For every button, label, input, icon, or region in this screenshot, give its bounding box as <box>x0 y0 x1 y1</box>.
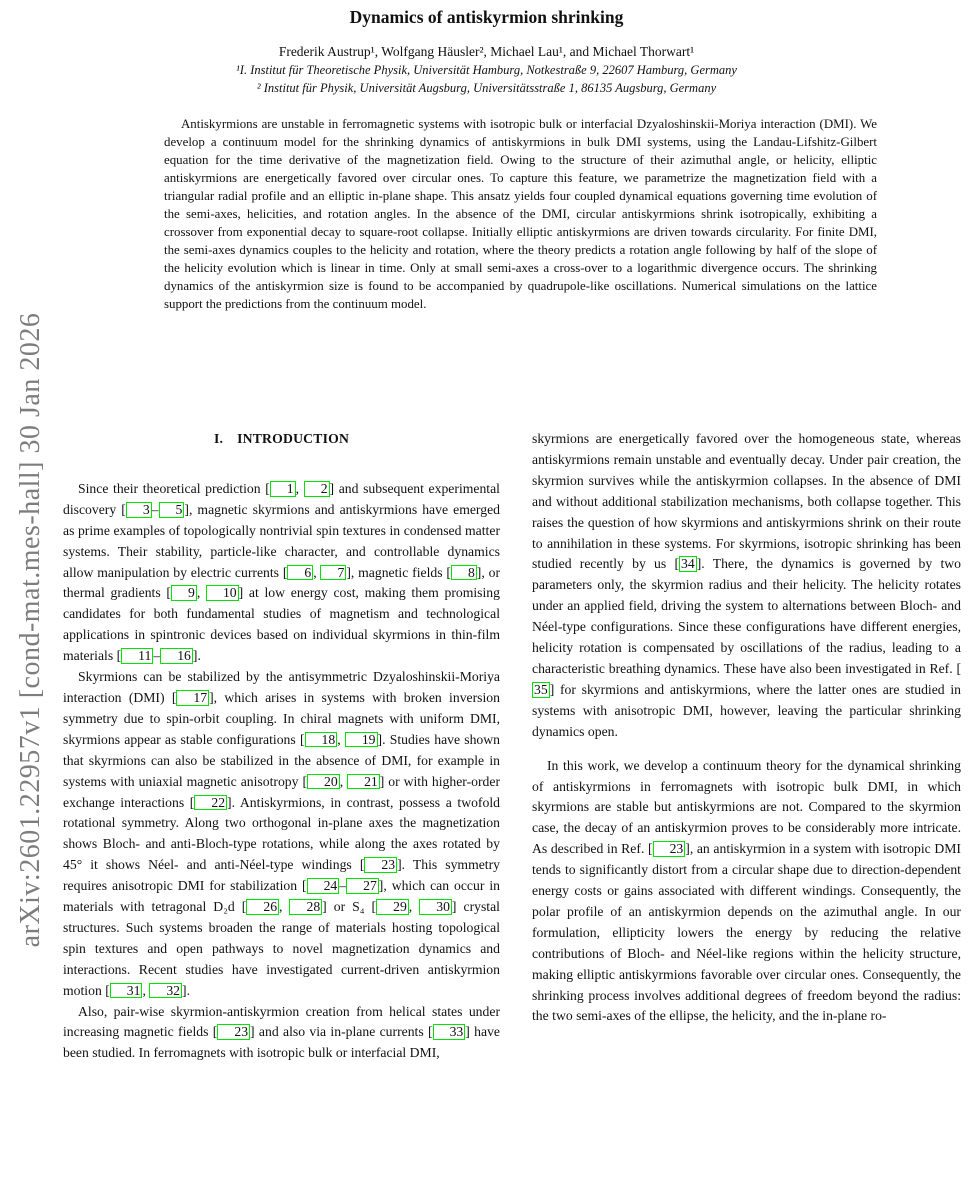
section-heading <box>63 429 500 450</box>
body-paragraph: Also, pair-wise skyrmion-antiskyrmion creation from helical states under increasing magnetic fields [ 23 ] and also via in-plane currents [ 33 ] have been studied. In ferromagnets with isotropic bulk or interfacial DMI, <box>63 1003 500 1061</box>
citation-link[interactable]: 21 <box>347 774 380 790</box>
citation-link[interactable]: 28 <box>289 899 322 915</box>
citation-link[interactable]: 20 <box>307 774 340 790</box>
left-column <box>63 429 500 1064</box>
citation-link[interactable]: 16 <box>160 648 193 664</box>
citation-link[interactable]: 11 <box>121 648 153 664</box>
citation-link[interactable]: 23 <box>653 841 686 857</box>
section-title: INTRODUCTION <box>237 431 350 446</box>
citation-link[interactable]: 23 <box>217 1024 250 1040</box>
citation-link[interactable]: 3 <box>126 502 152 518</box>
citation-link[interactable]: 23 <box>364 857 397 873</box>
body-paragraph: Since their theoretical prediction [ 1 , 2 ] and subsequent experimental discovery [ 3 – 5 ], magnetic skyrmions and antiskyrmions have emerged as prime examples of topologically nontrivial spin textures in condensed matter systems. Their stability, particle-like character, and controllable dynamics allow manipulation by electric currents [ 6 , 7 ], magnetic fields [ 8 ], or thermal gradients [ 9 , 10 ] at low energy cost, making them promising candidates for both fundamental studies of magnetism and technological applications in spintronic devices based on individual skyrmions in thin-film materials [ 11 – 16 ]. <box>63 480 500 664</box>
citation-link[interactable]: 17 <box>176 690 209 706</box>
affiliation-line-1: ¹I. Institut für Theoretische Physik, Universität Hamburg, Notkestraße 9, 22607 Hamburg, Germany <box>236 63 737 77</box>
citation-link[interactable]: 29 <box>376 899 409 915</box>
citation-link[interactable]: 6 <box>287 565 313 581</box>
body-paragraph: Skyrmions can be stabilized by the antisymmetric Dzyaloshinskii-Moriya interaction (DMI) [ 17 ], which arises in systems with broken inversion symmetry due to spin-orbit coupling. In chiral magnets with uniform DMI, skyrmions appear as stable configurations [ 18 , 19 ]. Studies have shown that skyrmions can also be stabilized in the absence of DMI, for example in systems with uniaxial magnetic anisotropy [ 20 , 21 ] or with higher-order exchange interactions [ 22 ]. Antiskyrmions, in contrast, possess a twofold rotational symmetry. Along two orthogonal in-plane axes the magnetization shows Bloch- and anti-Bloch-type rotations, while along the axes rotated by 45° it shows Néel- and anti-Néel-type windings [ 23 ]. This symmetry requires anisotropic DMI for stabilization [ 24 – 27 ], which can occur in materials with tetragonal D₂d [ 26 , 28 ] or S₄ [ 29 , 30 ] crystal structures. Such systems broaden the range of materials hosting topological spin textures and open pathways to novel magnetization dynamics and interactions. Recent studies have investigated current-driven antiskyrmion motion [ 31 , 32 ]. <box>63 669 501 998</box>
abstract-paragraph: Antiskyrmions are unstable in ferromagnetic systems with isotropic bulk or interfacial Dzyaloshinskii-Moriya interaction (DMI). We develop a continuum model for the shrinking dynamics of antiskyrmions in bulk DMI systems, using the Landau-Lifshitz-Gilbert equation for the time derivative of the magnetization field. Owing to the structure of their azimuthal angle, or helicity, elliptic antiskyrmions are energetically favored over circular ones. To capture this feature, we parametrize the magnetization field with a triangular radial profile and an elliptic in-plane shape. This ansatz yields four coupled dynamical equations governing time evolution of the semi-axes, helicities, and rotation angles. In the absence of the DMI, circular antiskyrmions shrink isotropically, exhibiting a crossover from exponential decay to square-root collapse. Initially elliptic antiskyrmions are driven towards circularity. For finite DMI, the semi-axes dynamics couples to the helicity and rotation, where the theory predicts a rotation angle following by half of the slope of the helicity evolution which is linear in time. Only at small semi-axes a cross-over to a logarithmic divergence occurs. The shrinking dynamics of the antiskyrmion size is found to be accompanied by quadrupole-like oscillations. Numerical simulations on the lattice support the predictions from the continuum model. <box>164 117 877 311</box>
right-column-paragraphs <box>532 429 961 1027</box>
right-column <box>532 429 961 1027</box>
left-column-paragraphs <box>63 479 500 1064</box>
citation-link[interactable]: 8 <box>451 565 477 581</box>
citation-link[interactable]: 7 <box>320 565 346 581</box>
citation-link[interactable]: 27 <box>346 878 379 894</box>
citation-link[interactable]: 2 <box>304 481 330 497</box>
citation-link[interactable]: 9 <box>171 585 197 601</box>
citation-link[interactable]: 33 <box>433 1024 466 1040</box>
author-line: Frederik Austrup¹, Wolfgang Häusler², Michael Lau¹, and Michael Thorwart¹ <box>278 44 695 59</box>
citation-link[interactable]: 30 <box>419 899 452 915</box>
citation-link[interactable]: 19 <box>345 732 378 748</box>
citation-link[interactable]: 10 <box>206 585 239 601</box>
section-number: I. <box>213 431 224 446</box>
citation-link[interactable]: 18 <box>305 732 338 748</box>
body-paragraph: skyrmions are energetically favored over the homogeneous state, whereas antiskyrmions remain unstable and eventually decay. Under pair creation, the skyrmion survives while the antiskyrmion collapses. In the absence of DMI and without additional stabilization mechanisms, both collapse together. This raises the question of how skyrmions and antiskyrmions shrink on their route to annihilation in these systems. For skyrmions, isotropic shrinking has been studied recently by us [ 34 ]. There, the dynamics is governed by two parameters only, the skyrmion radius and their helicity. The helicity rotates under an applied field, driving the system to alternations between Bloch- and Néel-type configurations. Since these configurations have different energies, helicity rotation is compensated by oscillations of the radius, leading to a characteristic breathing dynamics. These have also been investigated in Ref. [35 ] for skyrmions and antiskyrmions, where the latter ones are studied in systems with anisotropic DMI, however, leaving the particular shrinking dynamics open. <box>532 431 961 739</box>
citation-link[interactable]: 35 <box>534 681 548 697</box>
citation-link[interactable]: 22 <box>194 795 227 811</box>
citation-link[interactable]: 31 <box>110 983 143 999</box>
citation-link[interactable]: 26 <box>246 899 279 915</box>
citation-link[interactable]: 34 <box>681 556 695 572</box>
paper-header <box>0 0 973 96</box>
affiliation-line-2: ² Institut für Physik, Universität Augsburg, Universitätsstraße 1, 86135 Augsburg, Germany <box>256 81 717 95</box>
paper-title: Dynamics of antiskyrmion shrinking <box>349 7 624 27</box>
citation-link[interactable]: 5 <box>159 502 185 518</box>
body-paragraph: In this work, we develop a continuum theory for the dynamical shrinking of antiskyrmions in ferromagnets with isotropic bulk DMI, in which skyrmions are stable but antiskyrmions are not. Compared to the skyrmion case, the decay of an antiskyrmion proves to be considerably more intricate. As described in Ref. [ 23 ], an antiskyrmion in a system with isotropic DMI tends to significantly distort from a circular shape due to direction-dependent energy costs or gains associated with different windings. Consequently, the polar profile of an antiskyrmion depends on the azimuthal angle. In our formulation, ellipticity lowers the energy by reducing the relative contributions of Bloch- and Néel-like regions within the helicity structure, making elliptic antiskyrmions favorable over circular ones. Consequently, the shrinking process involves additional degrees of freedom beyond the radius: the two semi-axes of the ellipse, the helicity, and the in-plane ro- <box>532 757 961 1024</box>
citation-link[interactable]: 32 <box>149 983 182 999</box>
citation-link[interactable]: 1 <box>270 481 296 497</box>
citation-link[interactable]: 24 <box>307 878 340 894</box>
arxiv-watermark: arXiv:2601.22957v1 [cond-mat.mes-hall] 30 Jan 2026 <box>15 312 46 948</box>
